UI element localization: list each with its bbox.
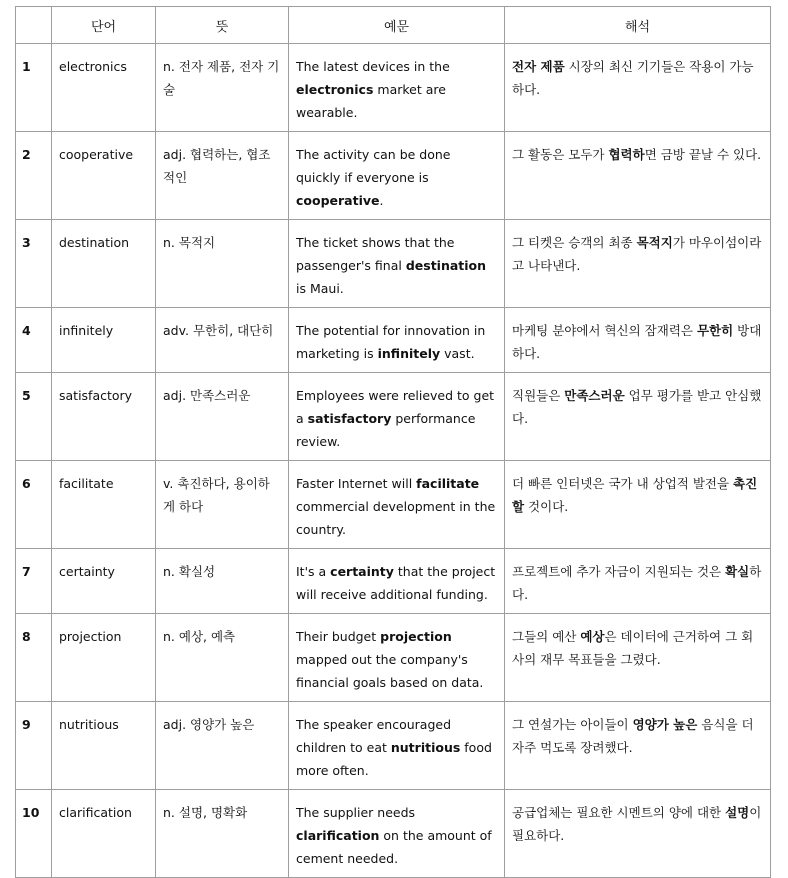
example-cell xyxy=(289,44,505,132)
row-number: 4 xyxy=(16,308,52,373)
meaning-cell: n. 설명, 명확화 xyxy=(156,790,289,878)
vocabulary-table xyxy=(15,6,771,878)
translation-cell xyxy=(505,702,771,790)
example-text: food more often. xyxy=(296,740,492,778)
translation-keyword: 예상 xyxy=(580,629,605,644)
translation-text: 이 필요하다. xyxy=(512,805,762,843)
meaning-cell: adj. 영양가 높은 xyxy=(156,702,289,790)
example-text: mapped out the company's financial goals based on data. xyxy=(296,652,484,690)
translation-cell xyxy=(505,549,771,614)
row-number: 1 xyxy=(16,44,52,132)
translation-keyword: 협력하 xyxy=(608,147,645,162)
example-cell xyxy=(289,373,505,461)
example-keyword: facilitate xyxy=(416,476,480,491)
translation-cell xyxy=(505,132,771,220)
table-row xyxy=(16,44,771,132)
row-number: 10 xyxy=(16,790,52,878)
word-cell: projection xyxy=(52,614,156,702)
word-cell: cooperative xyxy=(52,132,156,220)
example-keyword: projection xyxy=(380,629,452,644)
translation-cell xyxy=(505,44,771,132)
example-cell xyxy=(289,614,505,702)
translation-text: 더 빠른 인터넷은 국가 내 상업적 발전을 xyxy=(512,476,734,491)
example-text: The latest devices in the xyxy=(296,59,450,74)
translation-cell xyxy=(505,373,771,461)
example-keyword: satisfactory xyxy=(307,411,392,426)
example-text: The supplier needs xyxy=(296,805,416,820)
table-row xyxy=(16,549,771,614)
table-row xyxy=(16,132,771,220)
header-meaning: 뜻 xyxy=(156,7,289,44)
meaning-cell: n. 목적지 xyxy=(156,220,289,308)
meaning-cell: v. 촉진하다, 용이하게 하다 xyxy=(156,461,289,549)
table-row xyxy=(16,373,771,461)
word-cell: infinitely xyxy=(52,308,156,373)
header-word: 단어 xyxy=(52,7,156,44)
meaning-cell: n. 전자 제품, 전자 기술 xyxy=(156,44,289,132)
translation-text: 그 티켓은 승객의 최종 xyxy=(512,235,637,250)
example-text: The ticket shows that the passenger's final xyxy=(296,235,455,273)
row-number: 2 xyxy=(16,132,52,220)
translation-text: 가 마우이섬이라고 나타낸다. xyxy=(512,235,762,273)
translation-text: 그들의 예산 xyxy=(512,629,581,644)
header-translation: 해석 xyxy=(505,7,771,44)
example-text: performance review. xyxy=(296,411,476,449)
word-cell: satisfactory xyxy=(52,373,156,461)
example-text: The speaker encouraged children to eat xyxy=(296,717,452,755)
word-cell: electronics xyxy=(52,44,156,132)
example-cell xyxy=(289,132,505,220)
example-text: that the project will receive additional funding. xyxy=(296,564,496,602)
translation-text: 음식을 더 자주 먹도록 장려했다. xyxy=(512,717,754,755)
row-number: 3 xyxy=(16,220,52,308)
translation-text: 공급업체는 필요한 시멘트의 양에 대한 xyxy=(512,805,726,820)
word-cell: clarification xyxy=(52,790,156,878)
translation-cell xyxy=(505,614,771,702)
table-row xyxy=(16,461,771,549)
word-cell: destination xyxy=(52,220,156,308)
translation-text: 그 활동은 모두가 xyxy=(512,147,609,162)
translation-keyword: 설명 xyxy=(725,805,750,820)
translation-keyword: 목적지 xyxy=(636,235,673,250)
row-number: 7 xyxy=(16,549,52,614)
example-keyword: destination xyxy=(405,258,487,273)
example-text: commercial development in the country. xyxy=(296,499,496,537)
row-number: 9 xyxy=(16,702,52,790)
example-text: . xyxy=(379,193,384,208)
example-cell xyxy=(289,220,505,308)
example-text: market are wearable. xyxy=(296,82,446,120)
example-cell xyxy=(289,549,505,614)
translation-text: 것이다. xyxy=(524,499,569,514)
translation-text: 마케팅 분야에서 혁신의 잠재력은 xyxy=(512,323,697,338)
header-row xyxy=(16,7,771,44)
translation-text: 하다. xyxy=(512,564,762,602)
row-number: 5 xyxy=(16,373,52,461)
example-keyword: nutritious xyxy=(390,740,461,755)
meaning-cell: adj. 협력하는, 협조적인 xyxy=(156,132,289,220)
word-cell: facilitate xyxy=(52,461,156,549)
table-row xyxy=(16,702,771,790)
table-row xyxy=(16,790,771,878)
translation-text: 면 금방 끝날 수 있다. xyxy=(644,147,762,162)
example-text: Employees were relieved to get a xyxy=(296,388,495,426)
example-text: It's a xyxy=(296,564,331,579)
example-text: on the amount of cement needed. xyxy=(296,828,492,866)
translation-cell xyxy=(505,308,771,373)
translation-keyword: 확실 xyxy=(725,564,750,579)
meaning-cell: n. 확실성 xyxy=(156,549,289,614)
example-cell xyxy=(289,308,505,373)
example-text: is Maui. xyxy=(296,281,344,296)
example-keyword: electronics xyxy=(296,82,374,97)
header-example: 예문 xyxy=(289,7,505,44)
example-text: The activity can be done quickly if everyone is xyxy=(296,147,451,185)
meaning-cell: n. 예상, 예측 xyxy=(156,614,289,702)
example-cell xyxy=(289,702,505,790)
row-number: 6 xyxy=(16,461,52,549)
example-text: The potential for innovation in marketing is xyxy=(296,323,486,361)
translation-keyword: 촉진할 xyxy=(512,476,758,514)
translation-text: 프로젝트에 추가 자금이 지원되는 것은 xyxy=(512,564,726,579)
translation-cell xyxy=(505,461,771,549)
translation-text: 은 데이터에 근거하여 그 회사의 재무 목표들을 그렸다. xyxy=(512,629,754,667)
translation-text: 방대하다. xyxy=(512,323,762,361)
example-keyword: cooperative xyxy=(296,193,380,208)
translation-text: 그 연설가는 아이들이 xyxy=(512,717,633,732)
table-body xyxy=(16,44,771,878)
example-text: Their budget xyxy=(296,629,381,644)
translation-keyword: 영양가 높은 xyxy=(632,717,698,732)
translation-keyword: 무한히 xyxy=(696,323,734,338)
translation-cell xyxy=(505,790,771,878)
word-cell: nutritious xyxy=(52,702,156,790)
meaning-cell: adj. 만족스러운 xyxy=(156,373,289,461)
header-number xyxy=(16,7,52,44)
example-keyword: certainty xyxy=(330,564,394,579)
translation-text: 업무 평가를 받고 안심했다. xyxy=(512,388,762,426)
translation-keyword: 만족스러운 xyxy=(564,388,625,403)
translation-text: 직원들은 xyxy=(512,388,565,403)
example-cell xyxy=(289,461,505,549)
meaning-cell: adv. 무한히, 대단히 xyxy=(156,308,289,373)
table-row xyxy=(16,308,771,373)
table-row xyxy=(16,220,771,308)
example-keyword: infinitely xyxy=(377,346,441,361)
example-text: Faster Internet will xyxy=(296,476,417,491)
example-keyword: clarification xyxy=(296,828,380,843)
word-cell: certainty xyxy=(52,549,156,614)
row-number: 8 xyxy=(16,614,52,702)
example-cell xyxy=(289,790,505,878)
translation-text: 시장의 최신 기기들은 작용이 가능하다. xyxy=(512,59,754,97)
table-row xyxy=(16,614,771,702)
translation-keyword: 전자 제품 xyxy=(512,59,565,74)
example-text: vast. xyxy=(440,346,475,361)
translation-cell xyxy=(505,220,771,308)
